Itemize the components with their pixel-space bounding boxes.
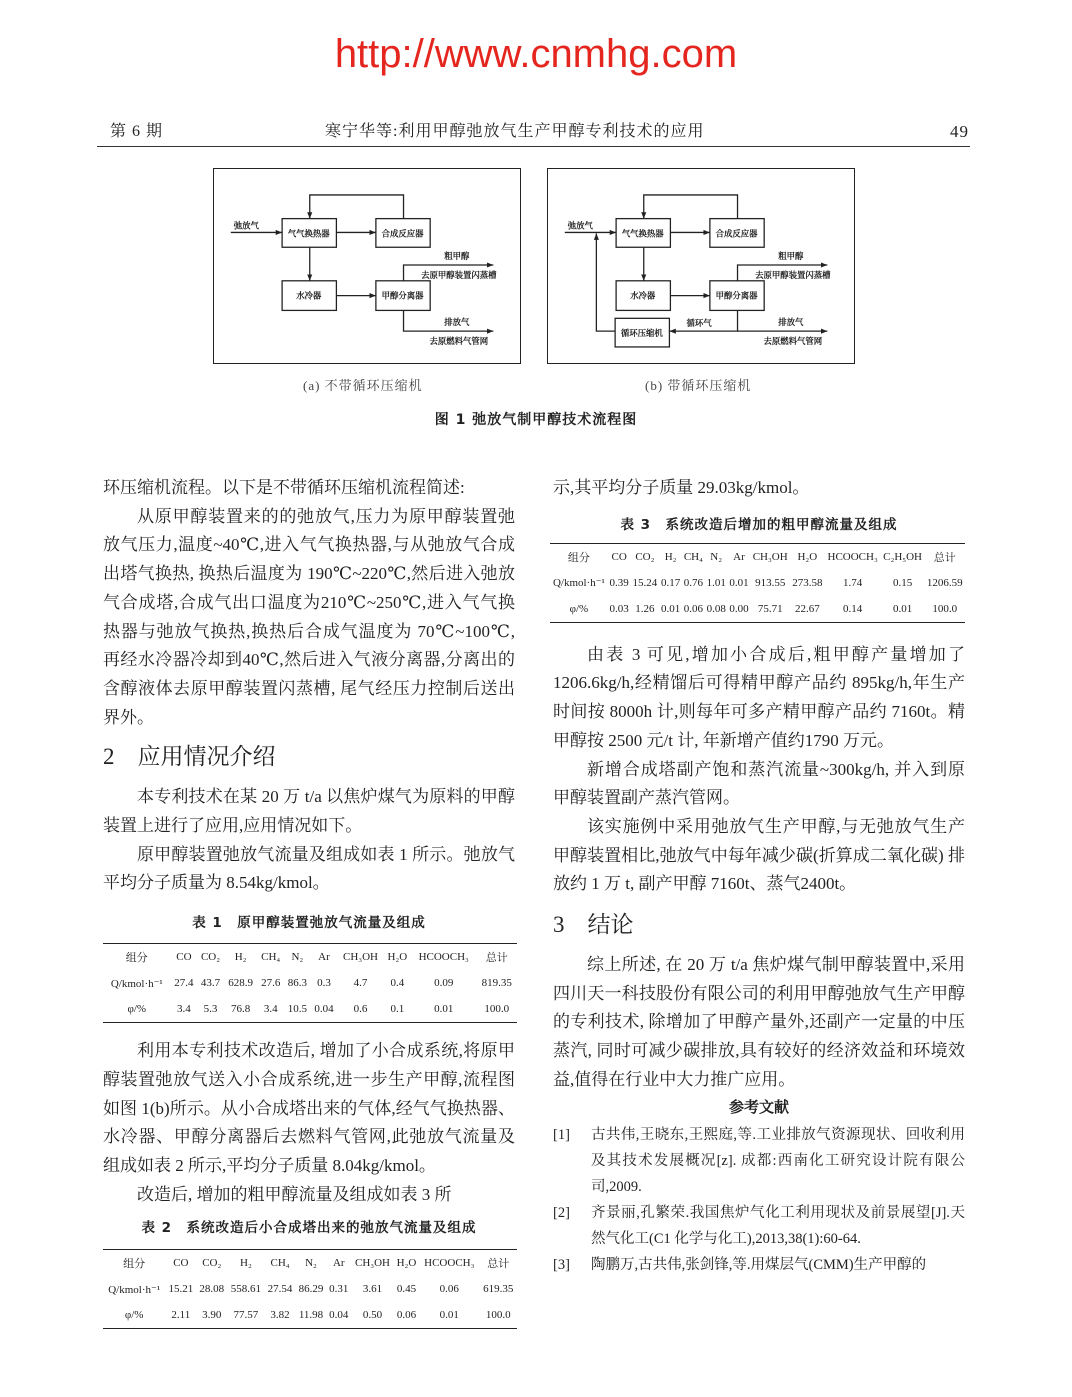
table-cell: N₂ <box>710 550 723 563</box>
table-cell: 0.09 <box>434 977 454 990</box>
table-cell: 2.11 <box>171 1309 191 1322</box>
table-cell: φ/% <box>569 602 589 615</box>
table-cell: 0.1 <box>390 1003 405 1016</box>
table-cell: 0.31 <box>329 1283 349 1296</box>
references-heading: 参考文献 <box>728 1099 789 1116</box>
table-cell: CH₄ <box>683 550 703 563</box>
paragraph: 新增合成塔副产饱和蒸汽流量~300kg/h, 并入到原甲醇装置副产蒸汽管网。 <box>553 759 965 808</box>
table-cell: 0.04 <box>329 1309 349 1322</box>
table-cell: 27.6 <box>261 977 281 990</box>
header-rule <box>97 146 970 147</box>
table-row <box>550 570 965 596</box>
table-cell: 100.0 <box>485 1309 511 1322</box>
table-cell: CH₃OH <box>342 951 378 964</box>
paragraph: 利用本专利技术改造后, 增加了小合成系统,将原甲醇装置弛放气送入小合成系统,进一步生产甲醇,流程图如图 1(b)所示。从小合成塔出来的气体,经气气换热器、水冷器、甲醇分离器后去燃料气管网,此弛放气流量及组成如表 2 所示,平均分子质量 8.04kg/kmol。 <box>103 1041 515 1175</box>
table-cell: 3.82 <box>270 1309 290 1322</box>
table-cell: 3.4 <box>177 1003 191 1016</box>
reference-item <box>553 1122 965 1200</box>
table-cell: 5.3 <box>203 1003 218 1016</box>
table-cell: 100.0 <box>484 1003 510 1016</box>
label-crude: 粗甲醇 <box>444 251 470 262</box>
label-reactor: 合成反应器 <box>715 228 758 239</box>
table-cell: CO₂ <box>200 951 221 964</box>
watermark: http://www.cnmhg.com <box>334 32 738 76</box>
table-cell: 86.29 <box>298 1283 324 1296</box>
label-cooler: 水冷器 <box>296 290 322 301</box>
table-cell: CH₃OH <box>354 1257 390 1270</box>
table-cell: H₂ <box>664 550 677 563</box>
reference-number: [1] <box>553 1126 570 1143</box>
diagram-a-svg <box>214 169 520 363</box>
table-cell: 15.21 <box>168 1283 194 1296</box>
table-cell: 0.01 <box>892 602 913 615</box>
table-cell: 1.74 <box>843 576 863 589</box>
table-cell: 619.35 <box>483 1283 514 1296</box>
paragraph: 从原甲醇装置来的的弛放气,压力为原甲醇装置弛放气压力,温度~40℃,进入气气换热器,与从弛放气合成出塔气换热, 换热后温度为 190℃~220℃,然后进入弛放气合成塔,合成气出口温度为210℃~250℃,进入气气换热器与弛放气换热,换热后合成气温度为 70℃~100℃, 再经水冷器冷却到40℃,然后进入气液分离器,分离出的含醇液体去原甲醇装置闪蒸槽, 尾气经压力控制后送出界外。 <box>103 506 515 727</box>
table-cell: CO <box>173 1257 189 1270</box>
table-cell: H₂O <box>797 550 818 563</box>
table-cell: Ar <box>332 1257 345 1270</box>
table-cell: HCOOCH₃ <box>418 951 469 964</box>
table-cell: 0.15 <box>892 576 913 589</box>
left-column <box>103 474 515 1329</box>
table-cell: 总计 <box>933 551 956 564</box>
paragraph: 环压缩机流程。以下是不带循环压缩机流程简述: <box>103 478 465 497</box>
paragraph: 原甲醇装置弛放气流量及组成如表 1 所示。弛放气平均分子质量为 8.54kg/kmol。 <box>103 844 515 893</box>
table-cell: 0.01 <box>434 1003 454 1016</box>
table-1 <box>103 943 517 1023</box>
table-cell: 10.5 <box>287 1003 307 1016</box>
table-cell: Q/kmol·h⁻¹ <box>108 1283 161 1296</box>
table-cell: Ar <box>318 951 330 964</box>
table-cell: 0.14 <box>843 602 863 615</box>
table-cell: CH₄ <box>270 1257 290 1270</box>
table-cell: HCOOCH₃ <box>424 1257 475 1270</box>
table-header-row <box>103 944 517 971</box>
paragraph: 由表 3 可见,增加小合成后,粗甲醇产量增加了 1206.6kg/h,经精馏后可得精甲醇产品约 895kg/h,年生产时间按 8000h 计,则每年可多产精甲醇产品约 7160t。精甲醇按 2500 元/t 计, 年新增产值约1790 万元。 <box>553 644 965 750</box>
table-cell: 27.54 <box>267 1283 293 1296</box>
table-cell: 1.01 <box>706 576 726 589</box>
reference-text: 陶鹏万,古共伟,张剑锋,等.用煤层气(CMM)生产甲醇的 <box>591 1256 927 1273</box>
table-cell: 0.45 <box>396 1283 417 1296</box>
page-number: 49 <box>950 122 969 141</box>
label-separator: 甲醇分离器 <box>715 290 758 301</box>
table-cell: C₂H₅OH <box>883 550 922 563</box>
table-cell: 0.01 <box>439 1309 459 1322</box>
table-row <box>103 970 517 996</box>
table-cell: N₂ <box>305 1257 317 1270</box>
label-reactor: 合成反应器 <box>381 228 424 239</box>
table-cell: 0.00 <box>729 602 749 615</box>
table-cell: H₂O <box>387 951 408 964</box>
paragraph: 示,其平均分子质量 29.03kg/kmol。 <box>553 478 810 497</box>
table-cell: 总计 <box>487 1258 510 1271</box>
table-2-caption: 表 2 系统改造后小合成塔出来的弛放气流量及组成 <box>141 1220 477 1237</box>
table-cell: CO₂ <box>635 550 655 563</box>
reference-number: [3] <box>553 1256 570 1273</box>
reference-item <box>553 1200 965 1252</box>
paragraph: 改造后, 增加的粗甲醇流量及组成如表 3 所 <box>137 1184 452 1204</box>
table-cell: H₂ <box>240 1257 252 1270</box>
table-cell: 0.76 <box>683 576 704 589</box>
issue-number: 第 6 期 <box>110 123 164 140</box>
table-1-caption: 表 1 原甲醇装置弛放气流量及组成 <box>192 915 426 932</box>
reference-text: 古共伟,王晓东,王熙庭,等.工业排放气资源现状、回收利用及其技术发展概况[z]. 成都:西南化工研究设计院有限公司,2009. <box>591 1126 965 1195</box>
table-cell: 913.55 <box>755 576 786 589</box>
label-vent-dest: 去原燃料气管网 <box>763 335 823 346</box>
table-cell: CH₃OH <box>752 550 788 563</box>
table-cell: 273.58 <box>792 576 823 589</box>
table-row <box>103 1302 517 1329</box>
label-hx: 气气换热器 <box>287 228 330 239</box>
table-cell: 总计 <box>485 952 508 965</box>
table-cell: 0.39 <box>609 576 629 589</box>
right-column <box>553 474 965 1278</box>
running-title: 寒宁华等:利用甲醇弛放气生产甲醇专利技术的应用 <box>325 123 705 140</box>
section-heading: 3 结论 <box>553 912 634 938</box>
table-row <box>103 1276 517 1302</box>
table-cell: CO <box>611 550 627 563</box>
table-cell: 0.6 <box>353 1003 368 1016</box>
table-cell: H₂ <box>234 951 247 964</box>
figure-b-caption: (b) 带循环压缩机 <box>645 378 752 393</box>
figure-title: 图 1 弛放气制甲醇技术流程图 <box>434 412 638 428</box>
table-cell: 1.26 <box>635 602 655 615</box>
reference-item <box>553 1252 965 1278</box>
table-header-row <box>550 543 965 570</box>
table-cell: φ/% <box>124 1309 144 1322</box>
paragraph: 综上所述, 在 20 万 t/a 焦炉煤气制甲醇装置中,采用四川天一科技股份有限公司的利用甲醇弛放气生产甲醇的专利技术, 除增加了甲醇产量外,还副产一定量的中压蒸汽, 同时可减少碳排放,具有较好的经济效益和环境效益,值得在行业中大力推广应用。 <box>553 955 965 1089</box>
table-cell: 组分 <box>123 1258 146 1271</box>
table-cell: 0.08 <box>706 602 726 615</box>
table-cell: 27.4 <box>174 977 194 990</box>
table-cell: 100.0 <box>932 602 958 615</box>
table-cell: 11.98 <box>298 1309 324 1322</box>
table-cell: Ar <box>733 550 745 563</box>
table-cell: CO₂ <box>202 1257 222 1270</box>
table-3-caption: 表 3 系统改造后增加的粗甲醇流量及组成 <box>620 516 898 533</box>
label-crude: 粗甲醇 <box>778 251 804 262</box>
label-input: 弛放气 <box>567 220 593 231</box>
table-cell: CH₄ <box>261 951 281 964</box>
table-cell: 组分 <box>125 952 148 965</box>
table-2 <box>103 1249 517 1329</box>
table-cell: N₂ <box>291 951 304 964</box>
table-cell: 76.8 <box>230 1003 251 1016</box>
label-crude-dest: 去原甲醇装置闪蒸槽 <box>421 269 497 280</box>
table-cell: 0.06 <box>439 1283 459 1296</box>
table-cell: 3.4 <box>263 1003 278 1016</box>
table-cell: 43.7 <box>200 977 221 990</box>
table-cell: φ/% <box>127 1003 147 1016</box>
table-cell: 75.71 <box>757 602 783 615</box>
table-cell: 15.24 <box>632 576 658 589</box>
label-cooler: 水冷器 <box>630 290 656 301</box>
table-cell: 819.35 <box>481 977 512 990</box>
table-cell: 0.50 <box>362 1309 383 1322</box>
table-3 <box>550 543 965 623</box>
table-cell: 组分 <box>567 551 590 564</box>
table-cell: Q/kmol·h⁻¹ <box>552 577 605 590</box>
label-vent: 排放气 <box>444 317 470 328</box>
label-input: 弛放气 <box>233 220 259 231</box>
table-cell: CO <box>176 951 192 964</box>
reference-text: 齐景丽,孔繁荣.我国焦炉气化工利用现状及前景展望[J].天然气化工(C1 化学与化工),2013,38(1):60-64. <box>591 1204 965 1247</box>
label-recycle: 循环气 <box>686 318 712 329</box>
paragraph: 本专利技术在某 20 万 t/a 以焦炉煤气为原料的甲醇装置上进行了应用,应用情况如下。 <box>103 787 515 836</box>
label-vent: 排放气 <box>778 317 804 328</box>
table-cell: 0.4 <box>390 977 405 990</box>
table-cell: Q/kmol·h⁻¹ <box>110 977 163 990</box>
figure-a-caption: (a) 不带循环压缩机 <box>303 378 423 393</box>
table-cell: 558.61 <box>230 1283 262 1296</box>
table-cell: 1206.59 <box>926 576 963 589</box>
table-header-row <box>103 1250 517 1277</box>
label-crude-dest: 去原甲醇装置闪蒸槽 <box>755 269 831 280</box>
table-cell: 0.3 <box>317 977 331 990</box>
table-cell: 0.06 <box>396 1309 417 1322</box>
table-cell: 0.01 <box>729 576 749 589</box>
flow-diagram-b <box>547 168 855 364</box>
table-row <box>103 996 517 1023</box>
label-separator: 甲醇分离器 <box>381 290 424 301</box>
table-row <box>550 596 965 623</box>
table-cell: 28.08 <box>199 1283 225 1296</box>
table-cell: 0.06 <box>683 602 704 615</box>
table-cell: 0.17 <box>661 576 681 589</box>
flow-diagram-a <box>213 168 521 364</box>
table-cell: 4.7 <box>353 977 368 990</box>
table-cell: HCOOCH₃ <box>827 550 878 563</box>
table-cell: 0.04 <box>314 1003 334 1016</box>
table-cell: H₂O <box>396 1257 417 1270</box>
table-cell: 77.57 <box>233 1309 259 1322</box>
label-compressor: 循环压缩机 <box>620 328 663 339</box>
table-cell: 3.61 <box>362 1283 383 1296</box>
label-hx: 气气换热器 <box>621 228 664 239</box>
table-cell: 3.90 <box>202 1309 222 1322</box>
paragraph: 该实施例中采用弛放气生产甲醇,与无弛放气生产甲醇装置相比,弛放气中每年减少碳(折算成二氧化碳) 排放约 1 万 t, 副产甲醇 7160t、蒸气2400t。 <box>553 816 965 894</box>
section-heading: 2 应用情况介绍 <box>103 744 276 770</box>
table-cell: 0.03 <box>609 602 629 615</box>
reference-number: [2] <box>553 1204 570 1221</box>
diagram-b-svg <box>548 169 854 363</box>
table-cell: 22.67 <box>794 602 820 615</box>
table-cell: 86.3 <box>287 977 307 990</box>
table-cell: 628.9 <box>228 977 253 990</box>
table-cell: 0.01 <box>661 602 681 615</box>
label-vent-dest: 去原燃料气管网 <box>429 335 489 346</box>
